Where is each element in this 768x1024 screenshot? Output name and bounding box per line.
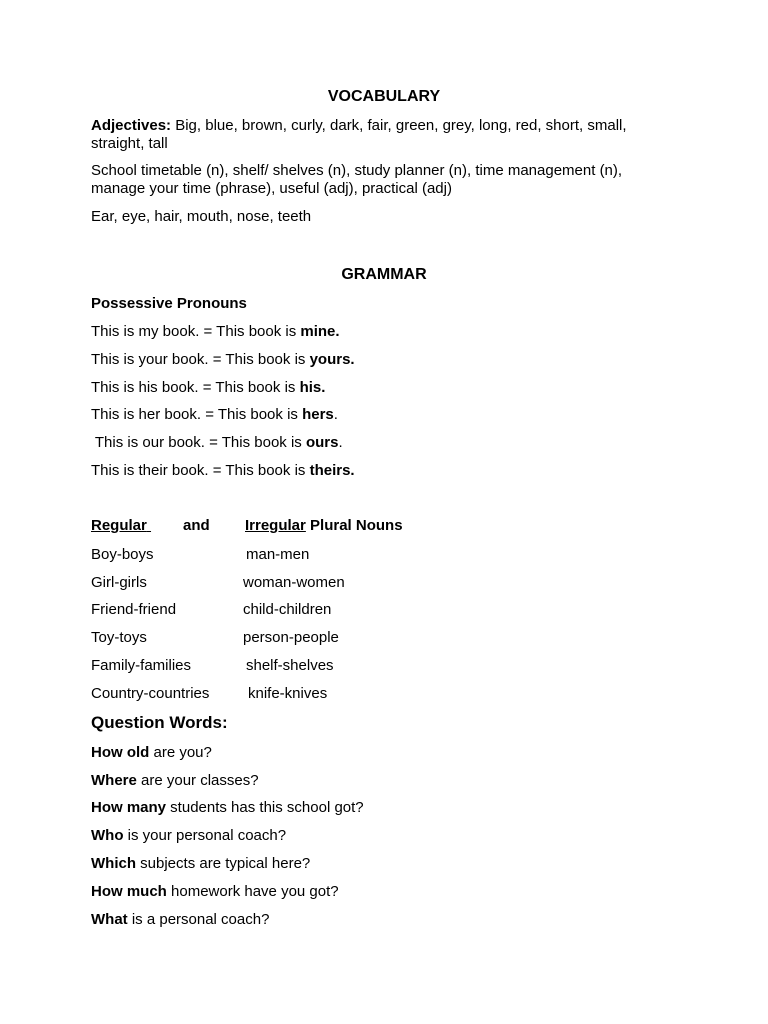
possessive-sentence: This is your book. = This book is — [91, 351, 310, 368]
question-line — [91, 744, 212, 762]
question-word: How many — [91, 799, 167, 816]
possessive-line — [91, 379, 325, 397]
adjectives-line — [91, 117, 671, 153]
question-line — [91, 772, 259, 790]
possessive-sentence: This is his book. = This book is — [91, 379, 300, 396]
irregular-plural: knife-knives — [248, 685, 328, 702]
possessive-pronoun: theirs. — [309, 462, 355, 479]
school-words: School timetable (n), shelf/ shelves (n), study planner (n), time management (n), manage your time (phrase), useful (adj), practical (adj) — [91, 162, 623, 197]
possessive-pronoun: yours. — [309, 351, 355, 368]
possessive-pronoun: his. — [299, 379, 326, 396]
question-line — [91, 799, 364, 817]
regular-plural: Boy-boys — [91, 546, 154, 563]
plural-nouns-title — [91, 517, 151, 535]
question-line — [91, 827, 286, 845]
vocabulary-heading: VOCABULARY — [327, 88, 441, 105]
possessive-pronoun: hers — [302, 406, 334, 423]
question-word: What — [91, 911, 128, 928]
possessive-sentence: This is their book. = This book is — [91, 462, 310, 479]
possessive-period: . — [333, 406, 338, 423]
question-rest: are you? — [149, 744, 212, 761]
question-words-title: Question Words: — [91, 713, 228, 732]
question-rest: are your classes? — [136, 772, 259, 789]
question-rest: is your personal coach? — [123, 827, 287, 844]
possessive-line — [91, 351, 355, 369]
irregular-plural: man-men — [246, 546, 310, 563]
irregular-label: Irregular — [245, 517, 306, 534]
regular-label: Regular — [91, 517, 147, 534]
possessive-line — [91, 323, 340, 341]
possessive-pronoun: ours — [305, 434, 339, 451]
question-rest: students has this school got? — [166, 799, 364, 816]
grammar-heading: GRAMMAR — [341, 266, 427, 283]
irregular-plural-title — [245, 517, 403, 535]
possessive-sentence: This is her book. = This book is — [91, 406, 303, 423]
regular-plural: Family-families — [91, 657, 192, 674]
regular-plural: Toy-toys — [91, 629, 147, 646]
question-word: Who — [91, 827, 124, 844]
irregular-plural: person-people — [243, 629, 339, 646]
question-line — [91, 855, 310, 873]
question-rest: homework have you got? — [166, 883, 339, 900]
regular-plural: Friend-friend — [91, 601, 177, 618]
question-line — [91, 883, 339, 901]
irregular-plural: woman-women — [243, 574, 345, 591]
adjectives-text: Big, blue, brown, curly, dark, fair, green, grey, long, red, short, small, straight, tall — [91, 117, 627, 152]
irregular-plural: child-children — [243, 601, 332, 618]
possessive-pronoun: mine. — [300, 323, 340, 340]
question-word: Which — [91, 855, 136, 872]
possessive-line — [91, 406, 338, 424]
regular-plural: Country-countries — [91, 685, 210, 702]
question-line — [91, 911, 269, 929]
question-word: Where — [91, 772, 137, 789]
possessive-sentence: This is my book. = This book is — [91, 323, 301, 340]
plural-nouns-label: Plural Nouns — [305, 517, 403, 534]
and-label: and — [183, 517, 210, 534]
possessive-sentence: This is our book. = This book is — [91, 434, 306, 451]
possessive-line — [91, 434, 343, 452]
irregular-plural: shelf-shelves — [246, 657, 334, 674]
regular-plural: Girl-girls — [91, 574, 147, 591]
possessive-pronouns-title: Possessive Pronouns — [91, 295, 247, 312]
face-words: Ear, eye, hair, mouth, nose, teeth — [91, 208, 312, 225]
question-word: How old — [91, 744, 150, 761]
question-word: How much — [91, 883, 167, 900]
question-rest: is a personal coach? — [127, 911, 270, 928]
question-rest: subjects are typical here? — [136, 855, 311, 872]
possessive-period: . — [338, 434, 343, 451]
adjectives-label: Adjectives: — [91, 117, 172, 134]
possessive-line — [91, 462, 355, 480]
